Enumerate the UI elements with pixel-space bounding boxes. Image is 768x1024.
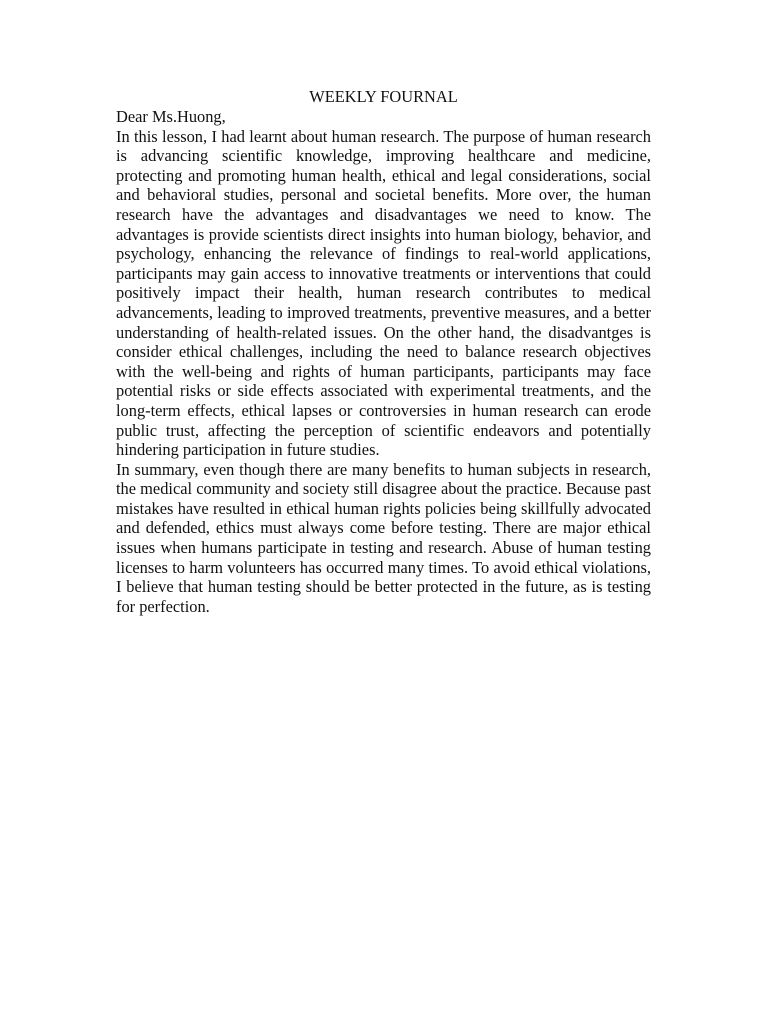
document-title: WEEKLY FOURNAL (309, 87, 458, 106)
paragraph-1: In this lesson, I had learnt about human research. The purpose of human research is advancing scientific knowledge, improving healthcare and medicine, protecting and promoting human health, ethical and legal considerations, social and behavioral studies, personal and societal benefits. More over, the human research have the advantages and disadvantages we need to know. The advantages is provide scientists direct insights into human biology, behavior, and psychology, enhancing the relevance of findings to real-world applications, participants may gain access to innovative treatments or interventions that could positively impact their health, human research contributes to medical advancements, leading to improved treatments, preventive measures, and a better understanding of health-related issues. On the other hand, the disadvantges is consider ethical challenges, including the need to balance research objectives with the well-being and rights of human participants, participants may face potential risks or side effects associated with experimental treatments, and the long-term effects, ethical lapses or controversies in human research can erode public trust, affecting the perception of scientific endeavors and potentially hindering participation in future studies. (116, 126, 651, 460)
document-body (116, 87, 651, 616)
salutation: Dear Ms.Huong, (116, 107, 226, 126)
paragraph-2: In summary, even though there are many benefits to human subjects in research, the medical community and society still disagree about the practice. Because past mistakes have resulted in ethical human rights policies being skillfully advocated and defended, ethics must always come before testing. There are major ethical issues when humans participate in testing and research. Abuse of human testing licenses to harm volunteers has occurred many times. To avoid ethical violations, I believe that human testing should be better protected in the future, as is testing for perfection. (116, 459, 651, 616)
